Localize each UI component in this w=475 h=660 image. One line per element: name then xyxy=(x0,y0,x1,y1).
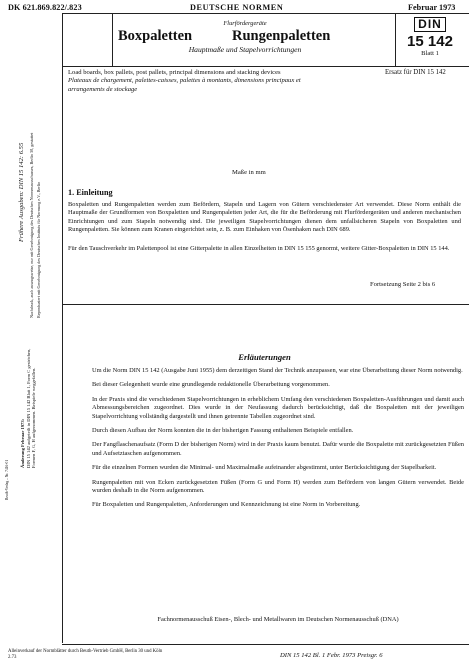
title-box-pallets: Boxpaletten xyxy=(118,28,193,44)
explanation-note: Durch diesen Aufbau der Norm konnten die in der bisherigen Fassung enthaltenen Beispiele entfallen. xyxy=(92,427,354,435)
norm-reference: DIN 15 142 Bl. 1 Febr. 1973 Preisgr. 6 xyxy=(280,652,383,659)
explanations-heading: Erläuterungen xyxy=(238,352,291,362)
introduction-paragraph: Boxpaletten und Rungenpaletten werden zum Befördern, Stapeln und Lagern von Gütern verschiedenster Art verwendet. Diese Norm enthält die Hauptmaße der Grundformen von Boxpaletten und Rungenpaletten jeder Art, die für die Beförderung mit Flurfördergeräten und anderen mechanischen Einrichtungen und zum Stapeln notwendig sind. Die jeweiligen Stapelvorrichtungen dienen dem unfallsicheren Stapeln von Boxpaletten und Rungenpaletten. Sie können zum Kranen eingerichtet sein, z. B. zum Einhaken von Ösenhaken nach DIN 689. xyxy=(68,201,461,234)
footer-rule xyxy=(62,644,469,645)
section-heading: 1. Einleitung xyxy=(68,188,113,197)
amendment-text: DIN 15 142 aufgeteilt in DIN 15 142 Blatt 1, Form C gestrichen, Formen F, G, H aufgenommen. Beispiele weggefallen. xyxy=(25,348,37,468)
earlier-editions-note: Frühere Ausgaben: DIN 15 142: 6.55 xyxy=(18,142,25,242)
explanation-note: Bei dieser Gelegenheit wurde eine grundlegende redaktionelle Überarbeitung vorgenommen. xyxy=(92,381,330,389)
reproduction-note: Nachdruck, auch auszugsweise, nur mit Genehmigung des Deutschen Normenausschusses, Berlin 30, gestattet xyxy=(29,132,34,318)
amendment-note xyxy=(20,348,37,468)
title-post-pallets: Rungenpaletten xyxy=(232,28,331,44)
committee-credit: Fachnormenausschuß Eisen-, Blech- und Metallwaren im Deutschen Normenausschuß (DNA) xyxy=(157,616,399,623)
continuation-note: Fortsetzung Seite 2 bis 6 xyxy=(370,281,436,288)
explanation-note: Der Fangflaschenaufsatz (Form D der bisherigen Norm) wird in der Praxis kaum benutzt. Dafür wurde die Boxpalette mit zurückgesetzten Füßen und Aufsetztaschen aufgenommen. xyxy=(92,441,464,457)
units-note: Maße in mm xyxy=(232,169,266,176)
din-number: 15 142 xyxy=(407,33,453,50)
category-label: Flurfördergeräte xyxy=(223,20,267,27)
margin-tiny-note: Beuth-Verlag – Nr. 7416-01 xyxy=(5,459,9,500)
explanation-note: Rungenpaletten mit von Ecken zurückgesetzten Füßen (Form G und Form H) werden zum Befördern von langen Gütern verwendet. Beide wurden deshalb in die Norm aufgenommen. xyxy=(92,478,464,495)
french-title: Plateaux de chargement, palettes-caisses, palettes à montants, dimensions principaux et arrangements de stockage xyxy=(68,77,301,93)
distribution-text: Alleinverkauf der Normblätter durch Beuth-Vertrieb GmbH, Berlin 30 und Köln xyxy=(8,649,163,654)
english-title: Load boards, box pallets, post pallets, principal dimensions and stacking devices xyxy=(68,69,281,76)
explanation-note: In der Praxis sind die verschiedenen Stapelvorrichtungen in erheblichem Umfang den verschiedenen Boxpaletten-Ausführungen und damit auch Abmessungsbereichen zugeordnet. Dies wurde in der Neufassung dadurch berücksichtigt, daß die Boxpaletten mit der jeweiligen Stapelvorrichtung vollständig dargestellt und ihnen getrennte Tabellen zugeordnet sind. xyxy=(92,395,464,420)
sheet-label: Blatt 1 xyxy=(421,50,439,57)
explanations-top-rule xyxy=(62,304,469,305)
download-note: Reproduziert mit Genehmigung des Deutschen Instituts für Normung e.V., Berlin xyxy=(36,181,41,318)
series-title: DEUTSCHE NORMEN xyxy=(190,3,284,12)
explanations-notes xyxy=(92,367,464,516)
distribution-note xyxy=(8,649,162,660)
left-margin-rule xyxy=(62,13,63,643)
pool-paragraph: Für den Tauschverkehr im Palettenpool ist eine Gitterpalette in allen Einzelheiten in DIN 15 155 genormt, weitere Gitter-Boxpaletten in DIN 15 144. xyxy=(68,245,450,252)
header-rule xyxy=(62,13,469,14)
explanation-note: Für Boxpaletten und Rungenpaletten, Anforderungen und Kennzeichnung ist eine Norm in Vorbereitung. xyxy=(92,501,361,509)
din-number-block xyxy=(395,15,465,69)
din-logo: DIN xyxy=(414,17,446,32)
print-code: 2.73 xyxy=(8,654,17,660)
issue-date: Februar 1973 xyxy=(408,3,456,12)
title-subtitle: Hauptmaße und Stapelvorrichtungen xyxy=(188,45,302,54)
translations xyxy=(68,69,308,94)
explanation-note: Um die Norm DIN 15 142 (Ausgabe Juni 1955) dem derzeitigen Stand der Technik anzupassen, war eine Überarbeitung dieser Norm notwendig. xyxy=(92,367,463,374)
explanation-note: Für die einzelnen Formen wurden die Minimal- und Maximalmaße aufeinander abgestimmt, unter Berücksichtigung der Stapelbarkeit. xyxy=(92,464,437,472)
doc-classification-code: DK 621.869.822/.823 xyxy=(8,3,82,12)
amendment-label: Änderung Februar 1973: xyxy=(20,418,25,468)
replacement-note: Ersatz für DIN 15 142 xyxy=(385,69,446,76)
title-left-rule xyxy=(112,13,113,67)
